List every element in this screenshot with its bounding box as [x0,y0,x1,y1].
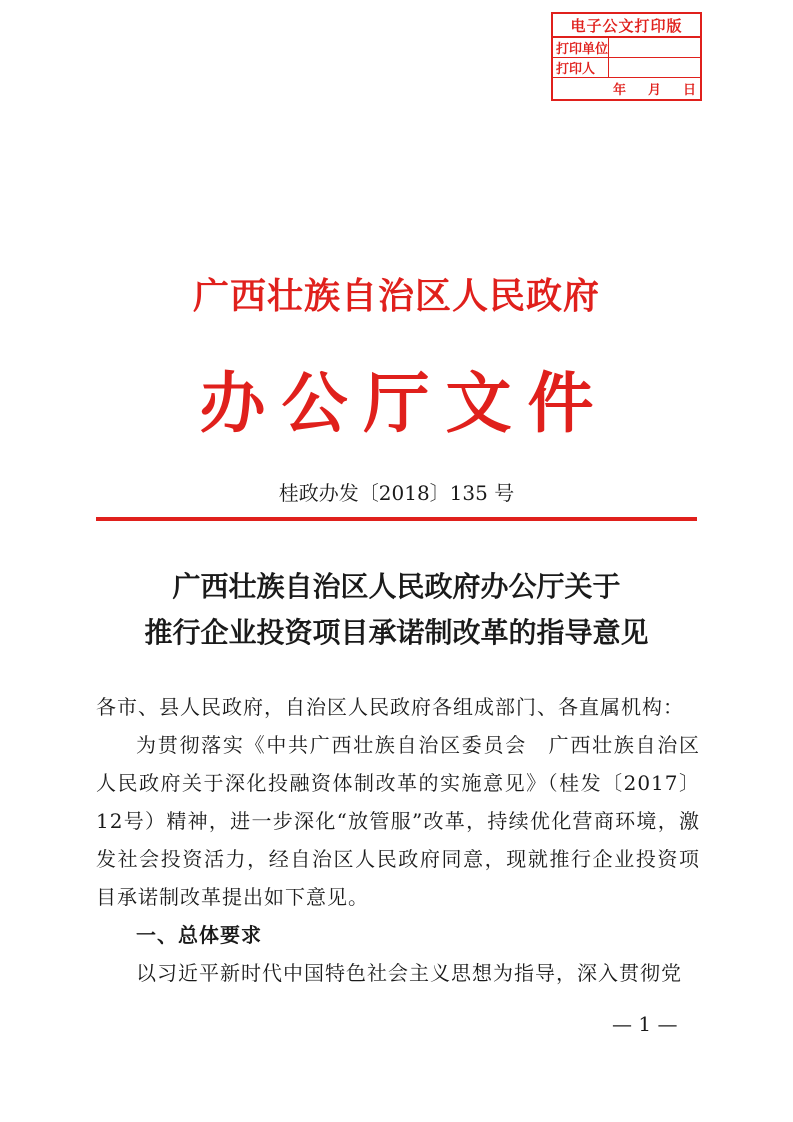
title-line-1: 广西壮族自治区人民政府办公厅关于 [172,570,621,603]
page-number: — 1 — [612,1012,678,1036]
document-body [96,688,700,992]
stamp-unit-row [553,38,700,58]
body-paragraph-2: 以习近平新时代中国特色社会主义思想为指导，深入贯彻党 [136,961,682,985]
stamp-title: 电子公文打印版 [553,14,700,38]
document-title [0,564,793,656]
issuer-name: 广西壮族自治区人民政府 [192,275,600,317]
red-divider-line [96,517,697,521]
stamp-month: 月 [647,83,661,98]
stamp-person-row [553,58,700,78]
stamp-date-row [553,78,700,99]
stamp-unit-label: 打印单位 [553,38,609,57]
title-line-2: 推行企业投资项目承诺制改革的指导意见 [144,616,649,649]
stamp-day: 日 [682,83,696,98]
document-type-heading: 办公厅文件 [199,364,610,442]
body-paragraph-1: 为贯彻落实《中共广西壮族自治区委员会 广西壮族自治区人民政府关于深化投融资体制改革的实施意见》（桂发〔2017〕12号）精神，进一步深化“放管服”改革，持续优化营商环境，激发社会投资活力，经自治区人民政府同意，现就推行企业投资项目承诺制改革提出如下意见。 [96,733,700,909]
stamp-year: 年 [612,83,626,98]
stamp-person-label: 打印人 [553,58,609,77]
section-heading-1: 一、总体要求 [136,923,262,947]
salutation: 各市、县人民政府，自治区人民政府各组成部门、各直属机构： [96,695,684,719]
document-number: 桂政办发〔2018〕135 号 [278,481,515,505]
print-stamp [551,12,702,101]
